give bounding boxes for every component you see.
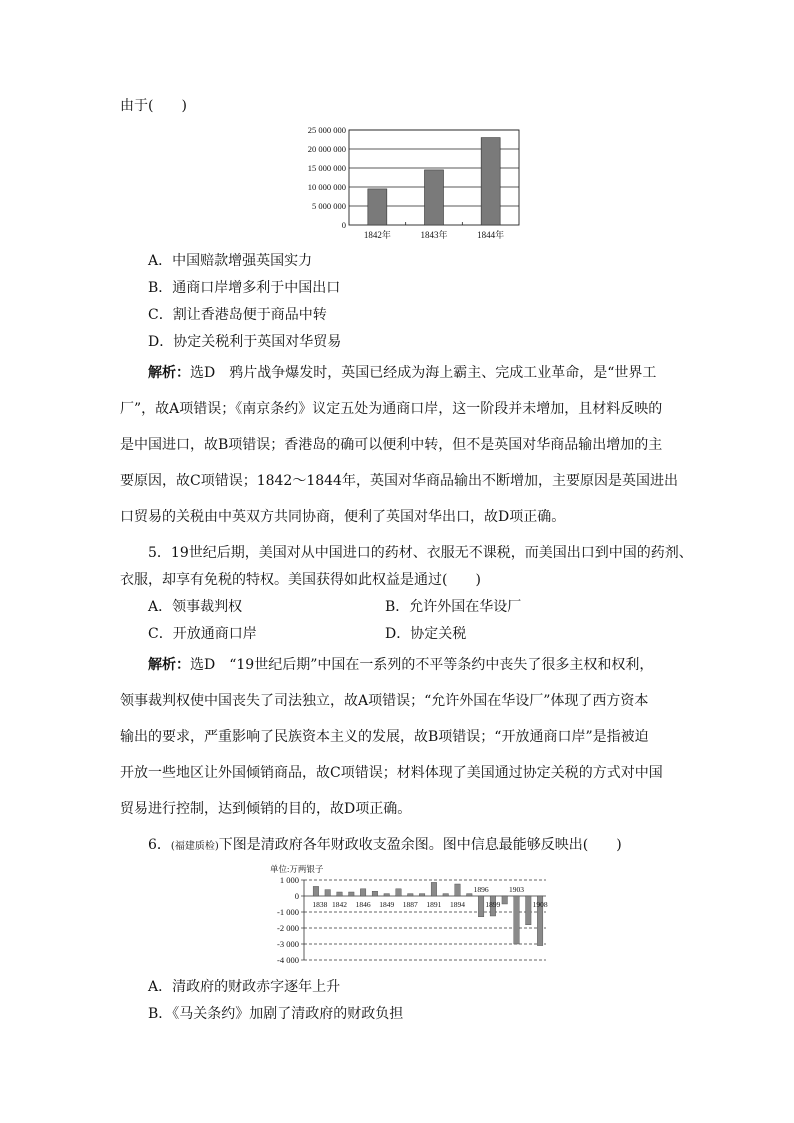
year-label: 1842 [332, 900, 347, 909]
x-tick-label: 1843年 [420, 230, 448, 240]
y-tick-label: 10 000 000 [307, 182, 346, 192]
y-tick-label: -1 000 [277, 907, 299, 917]
q5-analysis-line-5: 贸易进行控制，达到倾销的目的，故D项正确。 [120, 801, 412, 817]
q6-option-b[interactable]: B．《马关条约》加剧了清政府的财政负担 [148, 1006, 404, 1022]
q4-analysis-line-3: 是中国进口，故B项错误；香港岛的确可以便利中转，但不是英国对华商品输出增加的主 [120, 437, 663, 453]
year-label: 1903 [509, 885, 524, 894]
x-tick-label: 1844年 [477, 230, 505, 240]
bar [467, 894, 473, 896]
year-label: 1894 [450, 900, 465, 909]
q5-analysis-line-1 [148, 656, 653, 674]
bar [502, 896, 508, 904]
q6-number: 6． [148, 837, 171, 853]
y-tick-label: 25 000 000 [307, 125, 346, 135]
q5-analysis-line-2: 领事裁判权使中国丧失了司法独立，故A项错误；“允许外国在华设厂”体现了西方资本 [120, 693, 649, 709]
y-tick-label: 15 000 000 [307, 163, 346, 173]
q5-option-a[interactable]: A．领事裁判权 [148, 599, 243, 615]
bar [419, 894, 425, 896]
trade-bar-chart [290, 122, 530, 244]
bar [443, 894, 449, 896]
y-tick-label: 0 [341, 220, 346, 230]
q4-option-b[interactable]: B．通商口岸增多利于中国出口 [148, 280, 341, 296]
year-label: 1887 [402, 900, 418, 909]
q4-option-d[interactable]: D．协定关税利于英国对华贸易 [148, 334, 342, 350]
y-tick-label: 20 000 000 [307, 144, 346, 154]
year-label: 1896 [473, 885, 489, 894]
bar [325, 890, 331, 896]
q4-analysis-line-2: 厂”，故A项错误；《南京条约》议定五处为通商口岸，这一阶段并未增加，且材料反映的 [120, 401, 663, 417]
bar [372, 891, 378, 896]
q6-source-tag: (福建质检) [170, 841, 219, 852]
year-label: 1838 [312, 900, 328, 909]
q5-analysis-label: 解析： [148, 657, 190, 673]
bar-1842年 [368, 189, 387, 225]
bar [514, 896, 520, 944]
unit-label: 单位:万两银子 [270, 864, 324, 874]
bar [349, 892, 355, 896]
y-tick-label: 1 000 [279, 875, 299, 885]
bar [431, 882, 437, 896]
y-tick-label: 5 000 000 [312, 201, 346, 211]
y-tick-label: -2 000 [277, 923, 299, 933]
bar [337, 892, 343, 896]
q5-option-d[interactable]: D．协定关税 [385, 626, 467, 642]
q4-analysis-line-4: 要原因，故C项错误；1842～1844年，英国对华商品输出不断增加，主要原因是英国进出 [120, 473, 678, 489]
bar [360, 889, 366, 896]
year-label: 1846 [355, 900, 371, 909]
year-label: 1908 [532, 900, 548, 909]
q5-analysis-line-4: 开放一些地区让外国倾销商品，故C项错误；材料体现了美国通过协定关税的方式对中国 [120, 765, 663, 781]
q4-option-c[interactable]: C．割让香港岛便于商品中转 [148, 307, 327, 323]
q5-option-c[interactable]: C．开放通商口岸 [148, 626, 257, 642]
q4-analysis-line-1 [148, 364, 656, 382]
q4-option-a[interactable]: A．中国赔款增强英国实力 [148, 253, 313, 269]
q4-stem-tail: 由于( ) [120, 98, 187, 114]
y-tick-label: 0 [294, 891, 299, 901]
bar [396, 889, 402, 896]
bar [478, 896, 484, 917]
q4-analysis-line-5: 口贸易的关税由中英双方共同协商，便利了英国对华出口，故D项正确。 [120, 509, 566, 525]
q4-analysis-label: 解析： [148, 365, 190, 381]
bar [313, 886, 319, 896]
q5-stem-line-2: 衣服，却享有免税的特权。美国获得如此权益是通过( ) [120, 572, 481, 588]
y-tick-label: -3 000 [277, 939, 299, 949]
q6-stem [148, 836, 622, 856]
year-label: 1849 [379, 900, 395, 909]
bar-1844年 [481, 138, 500, 225]
q5-analysis-text-1: 选D “19世纪后期”中国在一系列的不平等条约中丧失了很多主权和权利， [190, 657, 654, 673]
q4-analysis-text-1: 选D 鸦片战争爆发时，英国已经成为海上霸主、完成工业革命，是“世界工 [190, 365, 657, 381]
bar-1843年 [425, 170, 444, 225]
bar [526, 896, 532, 925]
bar [384, 894, 390, 896]
y-tick-label: -4 000 [277, 955, 299, 965]
q5-analysis-line-3: 输出的要求，严重影响了民族资本主义的发展，故B项错误；“开放通商口岸”是指被迫 [120, 729, 649, 745]
finance-bar-chart [266, 860, 552, 968]
year-label: 1899 [485, 900, 501, 909]
q6-option-a[interactable]: A．清政府的财政赤字逐年上升 [148, 979, 341, 995]
bar [455, 884, 461, 896]
q6-stem-text: 下图是清政府各年财政收支盈余图。图中信息最能够反映出( ) [218, 837, 622, 853]
year-label: 1891 [426, 900, 442, 909]
x-tick-label: 1842年 [363, 230, 391, 240]
q5-option-b[interactable]: B．允许外国在华设厂 [385, 599, 522, 615]
bar [408, 894, 414, 896]
q5-stem-line-1: 5．19世纪后期，美国对从中国进口的药材、衣服无不课税，而美国出口到中国的药剂、 [148, 545, 693, 561]
